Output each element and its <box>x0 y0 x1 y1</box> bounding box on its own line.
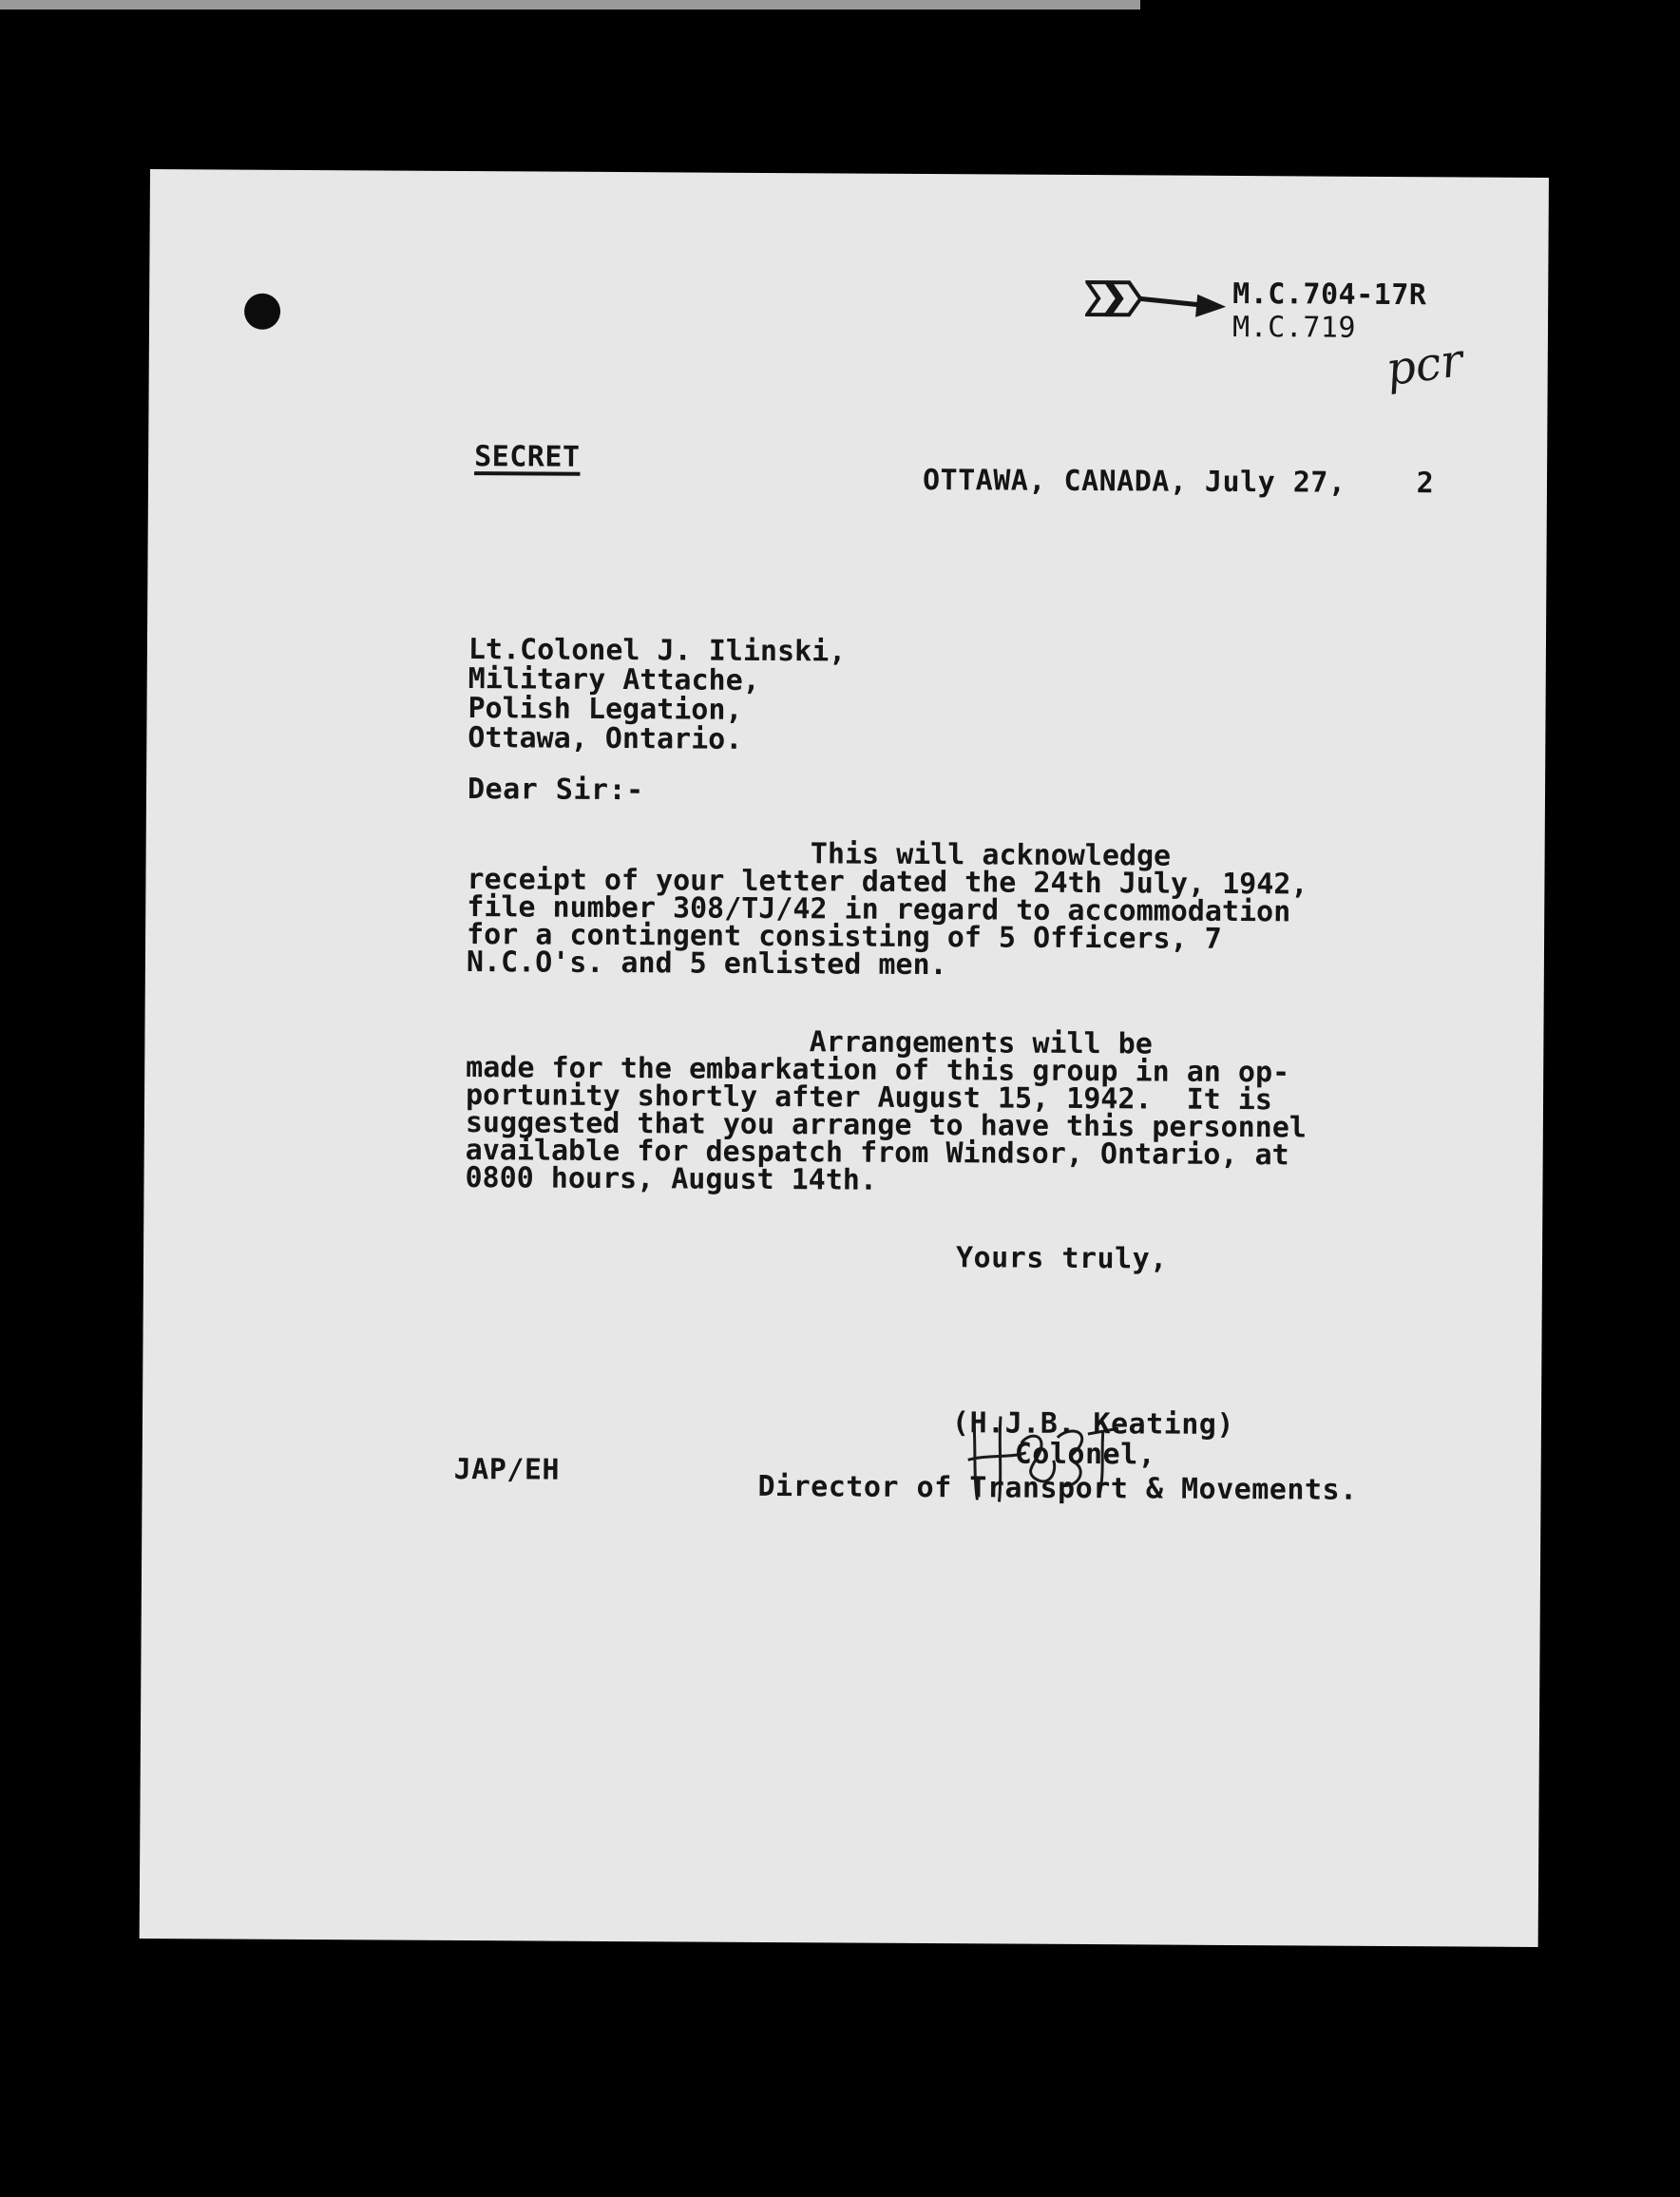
paragraph-line: file number 308/TJ/42 in regard to accommodation <box>467 890 1291 929</box>
dateline: OTTAWA, CANADA, July 27, 2 <box>922 463 1435 501</box>
signatory-rank: Colonel, <box>1014 1437 1156 1472</box>
classification-marking: SECRET <box>474 440 581 474</box>
letter-page <box>140 169 1549 1947</box>
signatory-title: Director of Transport & Movements. <box>757 1469 1358 1507</box>
paragraph-line: N.C.O's. and 5 enlisted men. <box>466 946 947 983</box>
scan-top-edge <box>0 0 1140 10</box>
closing: Yours truly, <box>955 1241 1168 1276</box>
addressee-line: Lt.Colonel J. Ilinski, <box>468 633 847 669</box>
arrow-mark-icon <box>1085 275 1228 323</box>
paragraph-line: made for the embarkation of this group in an op- <box>466 1051 1290 1090</box>
addressee-line: Military Attache, <box>468 662 760 697</box>
addressee-line: Ottawa, Ontario. <box>468 721 743 756</box>
addressee-block <box>468 635 846 755</box>
addressee-line: Polish Legation, <box>468 692 743 727</box>
reference-initials: JAP/EH <box>453 1452 561 1487</box>
body-paragraph-1 <box>466 835 1308 983</box>
handwritten-initials: pcr <box>1383 334 1466 397</box>
paragraph-line: This will acknowledge <box>467 835 1172 873</box>
paragraph-line: portunity shortly after August 15, 1942. It is <box>465 1079 1273 1118</box>
file-reference-2: M.C.719 <box>1231 310 1357 345</box>
paragraph-line: available for despatch from Windsor, Ontario, at <box>465 1134 1289 1173</box>
salutation: Dear Sir:- <box>467 773 644 808</box>
paragraph-line: Arrangements will be <box>466 1023 1153 1061</box>
file-reference-1: M.C.704-17R <box>1232 277 1427 313</box>
paragraph-line: receipt of your letter dated the 24th July, 1942, <box>467 863 1308 902</box>
paragraph-line: suggested that you arrange to have this personnel <box>465 1106 1307 1145</box>
body-paragraph-2 <box>465 1023 1307 1197</box>
paragraph-line: for a contingent consisting of 5 Officers, 7 <box>466 918 1222 956</box>
paragraph-line: 0800 hours, August 14th. <box>465 1161 878 1197</box>
signatory-name: (H.J.B. Keating) <box>951 1406 1235 1442</box>
punch-hole <box>244 294 280 330</box>
